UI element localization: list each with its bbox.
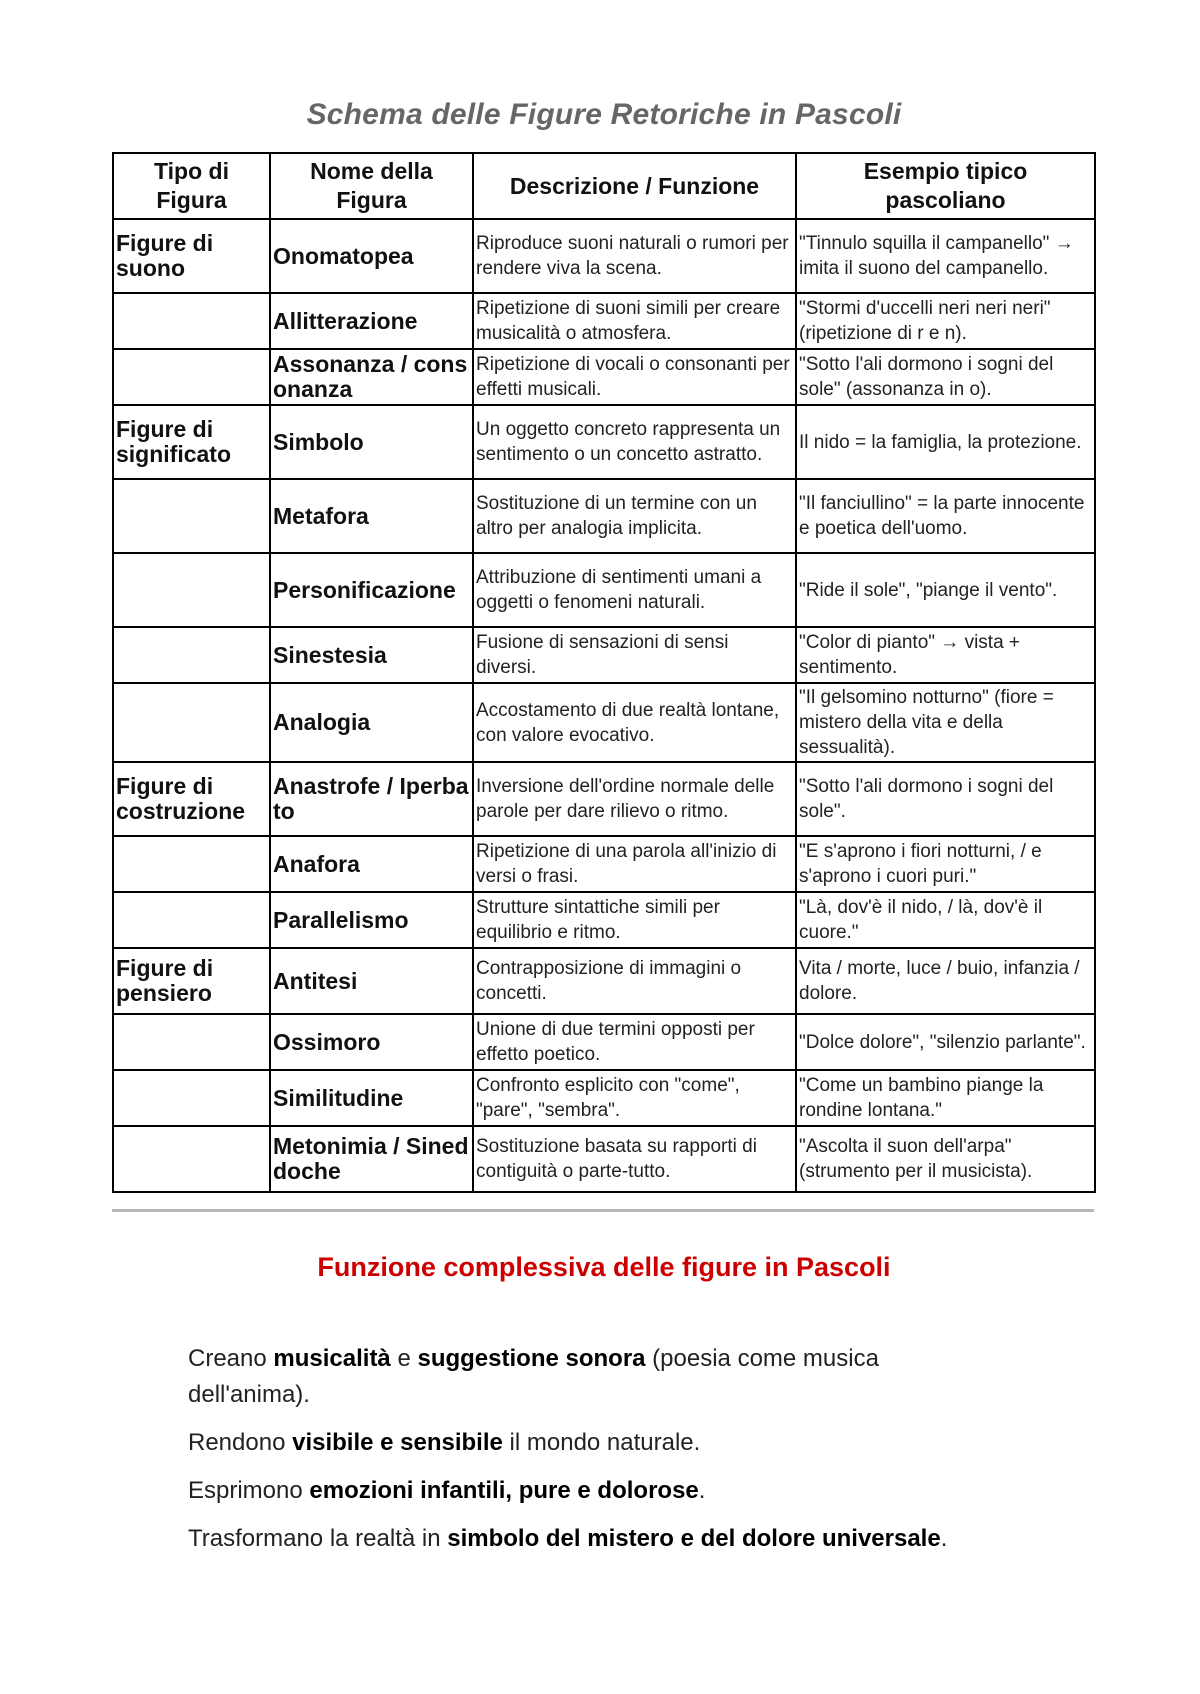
list-item-emphasis: suggestione sonora xyxy=(417,1345,646,1372)
table-row xyxy=(113,1070,1095,1126)
table-row xyxy=(113,405,1095,479)
example-cell: "Come un bambino piange la rondine lontana." xyxy=(796,1070,1095,1126)
figure-name-cell: Simbolo xyxy=(270,405,473,479)
description-cell: Confronto esplicito con "come", "pare", "sembra". xyxy=(473,1070,796,1126)
table-row xyxy=(113,836,1095,892)
figure-type-cell: Figure di pensiero xyxy=(113,948,270,1014)
header-descrizione: Descrizione / Funzione xyxy=(473,153,796,219)
example-cell: "Ride il sole", "piange il vento". xyxy=(796,553,1095,627)
figure-name-cell: Ossimoro xyxy=(270,1014,473,1070)
figure-name-cell: Allitterazione xyxy=(270,293,473,349)
figure-name-cell: Antitesi xyxy=(270,948,473,1014)
figure-name-cell: Similitudine xyxy=(270,1070,473,1126)
table-row xyxy=(113,479,1095,553)
figure-name-cell: Onomatopea xyxy=(270,219,473,293)
table-row xyxy=(113,349,1095,405)
figure-type-cell xyxy=(113,1070,270,1126)
document-page xyxy=(112,98,1096,1569)
figure-type-cell xyxy=(113,836,270,892)
description-cell: Accostamento di due realtà lontane, con valore evocativo. xyxy=(473,683,796,762)
description-cell: Inversione dell'ordine normale delle parole per dare rilievo o ritmo. xyxy=(473,762,796,836)
list-item-text: Esprimono xyxy=(188,1477,310,1504)
example-cell: Il nido = la famiglia, la protezione. xyxy=(796,405,1095,479)
figure-type-cell xyxy=(113,1126,270,1192)
description-cell: Sostituzione basata su rapporti di contiguità o parte-tutto. xyxy=(473,1126,796,1192)
list-item xyxy=(188,1473,988,1509)
list-item-text: . xyxy=(698,1477,706,1504)
description-cell: Contrapposizione di immagini o concetti. xyxy=(473,948,796,1014)
figure-type-cell xyxy=(113,479,270,553)
description-cell: Attribuzione di sentimenti umani a oggetti o fenomeni naturali. xyxy=(473,553,796,627)
list-item-text: Creano xyxy=(188,1345,274,1372)
description-cell: Strutture sintattiche simili per equilibrio e ritmo. xyxy=(473,892,796,948)
figure-type-cell xyxy=(113,627,270,683)
table-row xyxy=(113,627,1095,683)
list-item-text: (poesia come musica dell'anima). xyxy=(188,1345,879,1408)
header-tipo: Tipo di Figura xyxy=(113,153,270,219)
figure-name-cell: Assonanza / consonanza xyxy=(270,349,473,405)
table-row xyxy=(113,219,1095,293)
example-cell: "Il fanciullino" = la parte innocente e poetica dell'uomo. xyxy=(796,479,1095,553)
header-nome: Nome della Figura xyxy=(270,153,473,219)
list-item-emphasis: musicalità xyxy=(273,1345,391,1372)
table-row xyxy=(113,683,1095,762)
description-cell: Sostituzione di un termine con un altro per analogia implicita. xyxy=(473,479,796,553)
figure-type-cell xyxy=(113,683,270,762)
example-cell: "Sotto l'ali dormono i sogni del sole". xyxy=(796,762,1095,836)
list-item-text: e xyxy=(390,1345,418,1372)
table-row xyxy=(113,293,1095,349)
figure-type-cell: Figure di significato xyxy=(113,405,270,479)
figure-type-cell: Figure di suono xyxy=(113,219,270,293)
table-row xyxy=(113,1126,1095,1192)
table-row xyxy=(113,1014,1095,1070)
example-cell: "Là, dov'è il nido, / là, dov'è il cuore." xyxy=(796,892,1095,948)
description-cell: Un oggetto concreto rappresenta un sentimento o un concetto astratto. xyxy=(473,405,796,479)
figure-name-cell: Anastrofe / Iperbato xyxy=(270,762,473,836)
description-cell: Riproduce suoni naturali o rumori per rendere viva la scena. xyxy=(473,219,796,293)
document-title: Schema delle Figure Retoriche in Pascoli xyxy=(306,98,902,131)
table-row xyxy=(113,762,1095,836)
figures-table xyxy=(112,152,1096,1193)
figure-name-cell: Parallelismo xyxy=(270,892,473,948)
section-heading: Funzione complessiva delle figure in Pascoli xyxy=(317,1252,891,1282)
table-header-row xyxy=(113,153,1095,219)
figure-name-cell: Anafora xyxy=(270,836,473,892)
example-cell: "E s'aprono i fiori notturni, / e s'aprono i cuori puri." xyxy=(796,836,1095,892)
list-item-text: Rendono xyxy=(188,1429,293,1456)
list-item-text: il mondo naturale. xyxy=(502,1429,701,1456)
figure-type-cell xyxy=(113,293,270,349)
figure-name-cell: Analogia xyxy=(270,683,473,762)
figure-type-cell xyxy=(113,892,270,948)
description-cell: Ripetizione di una parola all'inizio di versi o frasi. xyxy=(473,836,796,892)
description-cell: Ripetizione di vocali o consonanti per effetti musicali. xyxy=(473,349,796,405)
section-divider xyxy=(112,1209,1094,1212)
table-row xyxy=(113,948,1095,1014)
list-item-emphasis: simbolo del mistero e del dolore universale xyxy=(447,1525,941,1552)
list-item-text: Trasformano la realtà in xyxy=(188,1525,448,1552)
list-item xyxy=(188,1341,988,1413)
list-item xyxy=(188,1425,988,1461)
example-cell: "Stormi d'uccelli neri neri neri" (ripetizione di r e n). xyxy=(796,293,1095,349)
figure-type-cell xyxy=(113,553,270,627)
figure-name-cell: Metafora xyxy=(270,479,473,553)
example-cell: "Ascolta il suon dell'arpa" (strumento per il musicista). xyxy=(796,1126,1095,1192)
example-cell: "Tinnulo squilla il campanello" → imita il suono del campanello. xyxy=(796,219,1095,293)
description-cell: Fusione di sensazioni di sensi diversi. xyxy=(473,627,796,683)
example-cell: Vita / morte, luce / buio, infanzia / dolore. xyxy=(796,948,1095,1014)
figure-name-cell: Metonimia / Sineddoche xyxy=(270,1126,473,1192)
list-item-emphasis: emozioni infantili, pure e dolorose xyxy=(309,1477,699,1504)
table-row xyxy=(113,892,1095,948)
example-cell: "Sotto l'ali dormono i sogni del sole" (assonanza in o). xyxy=(796,349,1095,405)
example-cell: "Il gelsomino notturno" (fiore = mistero della vita e della sessualità). xyxy=(796,683,1095,762)
description-cell: Ripetizione di suoni simili per creare musicalità o atmosfera. xyxy=(473,293,796,349)
figure-type-cell xyxy=(113,1014,270,1070)
list-item-emphasis: visibile e sensibile xyxy=(292,1429,503,1456)
example-cell: "Color di pianto" → vista + sentimento. xyxy=(796,627,1095,683)
figure-type-cell: Figure di costruzione xyxy=(113,762,270,836)
function-list xyxy=(188,1341,988,1557)
example-cell: "Dolce dolore", "silenzio parlante". xyxy=(796,1014,1095,1070)
table-row xyxy=(113,553,1095,627)
figure-type-cell xyxy=(113,349,270,405)
figure-name-cell: Personificazione xyxy=(270,553,473,627)
header-esempio: Esempio tipico pascoliano xyxy=(796,153,1095,219)
list-item-text: . xyxy=(940,1525,948,1552)
list-item xyxy=(188,1521,988,1557)
description-cell: Unione di due termini opposti per effetto poetico. xyxy=(473,1014,796,1070)
figure-name-cell: Sinestesia xyxy=(270,627,473,683)
